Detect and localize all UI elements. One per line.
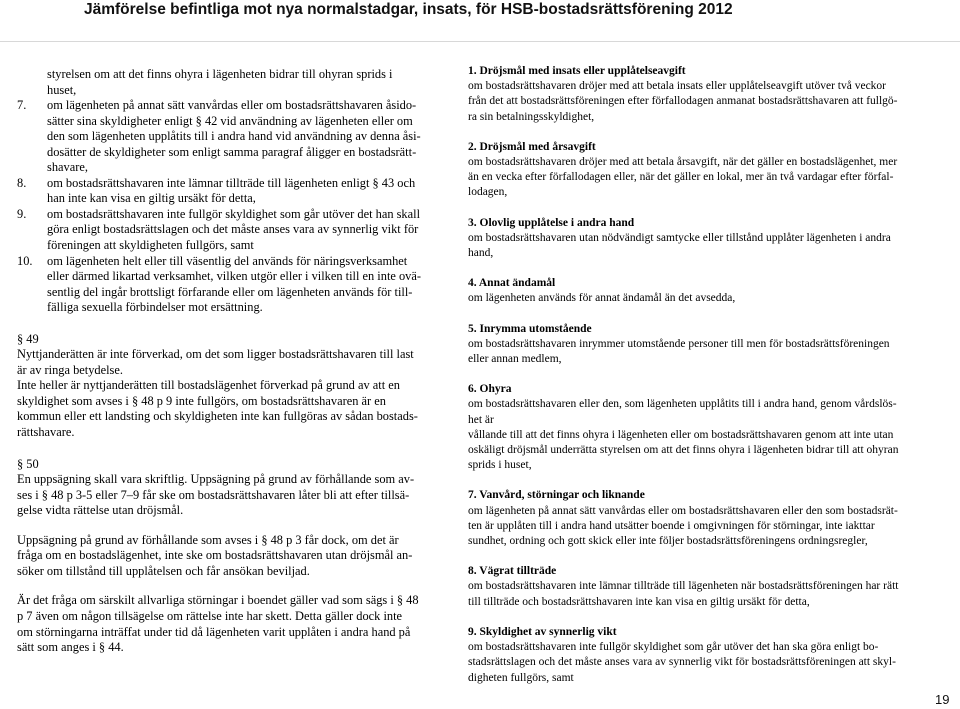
text-line: huset, [47, 82, 77, 97]
text-line: eller därmed likartad verksamhet, vilken utgör eller i vilken till en inte ovä- [47, 269, 421, 284]
text-line: styrelsen om att det finns ohyra i lägenheten bidrar till ohyran sprids i [47, 67, 393, 81]
left-column-old-bylaws [17, 67, 453, 656]
right-column-new-bylaws [468, 64, 946, 686]
text-line: om lägenheten helt eller till väsentlig del används för näringsverksamhet [47, 253, 408, 268]
item-heading: 1. Dröjsmål med insats eller upplåtelseavgift [468, 65, 686, 77]
text-line: sätt som anges i § 44. [17, 640, 124, 655]
text-line: hand, [468, 247, 494, 260]
text-line: om bostadsrättshavaren inte lämnar tillträde till lägenheten enligt § 43 och [47, 175, 416, 190]
text-line: göra enligt bostadsrättslagen och det måste anses vara av synnerlig vikt för [47, 222, 419, 237]
text-line: är av ringa betydelse. [17, 362, 123, 377]
text-line: den som lägenheten upplåtits till i andra hand vid användning av denna åsi- [47, 129, 421, 144]
text-line: om lägenheten används för annat ändamål än det avsedda, [468, 292, 736, 305]
text-line: Inte heller är nyttjanderätten till bostadslägenhet förverkad på grund av att en [17, 378, 400, 393]
list-item [17, 254, 453, 316]
item-heading: 2. Dröjsmål med årsavgift [468, 140, 596, 153]
text-line: Uppsägning på grund av förhållande som avses i § 48 p 3 får dock, om det är [17, 532, 399, 547]
text-line: ten är upplåten till i andra hand utsätter boende i omgivningen för störningar, inte iakttar [468, 519, 875, 532]
text-line: om bostadsrättshavaren eller den, som lägenheten upplåtits till i andra hand, genom vårdslös- [468, 398, 897, 411]
text-line: sentlig del ingår brottsligt förfarande eller om lägenheten används för till- [47, 284, 413, 299]
item-number: 10. [17, 253, 33, 268]
text-line: än en vecka efter förfallodagen eller, när det gäller en lokal, mer än två vardagar efter förfal- [468, 171, 894, 184]
text-line: om bostadsrättshavaren inte fullgör skyldighet som går utöver det han ska göra enligt bo- [468, 641, 879, 654]
text-line: gelse vidta rättelse utan dröjsmål. [17, 503, 184, 518]
text-line: om bostadsrättshavaren dröjer med att betala årsavgift, när det gäller en bostadslägenhet, mer [468, 156, 898, 169]
list-item [17, 176, 453, 207]
text-line: stadsrättslagen och det måste anses vara av synnerlig vikt för bostadsrättsföreningen att skyl- [468, 656, 896, 669]
text-line: sundhet, ordning och gott skick eller inte följer bostadsrättsföreningens ordningsregler, [468, 535, 868, 548]
text-line: het är [468, 413, 494, 426]
item-heading: 7. Vanvård, störningar och liknande [468, 489, 645, 502]
text-line: ra sin betalningsskyldighet, [468, 110, 595, 123]
text-line: rättshavare. [17, 425, 75, 440]
text-line: om lägenheten på annat sätt vanvårdas eller om bostadsrättshavaren åsido- [47, 98, 417, 113]
text-line: fråga om en bostadslägenhet, inte ske om bostadsrättshavaren utan dröjsmål an- [17, 548, 413, 563]
text-line: om bostadsrättshavaren inrymmer utomstående personer till men för bostadsrättsföreningen [468, 337, 890, 350]
item-heading: 8. Vägrat tillträde [468, 565, 557, 578]
item-number: 7. [17, 98, 27, 113]
page-title: Jämförelse befintliga mot nya normalstadgar, insats, för HSB-bostadsrättsförening 2012 [84, 1, 733, 18]
text-line: skyldighet som avses i § 48 p 9 inte fullgörs, om bostadsrättshavaren är en [17, 393, 386, 408]
text-line: ses i § 48 p 3-5 eller 7–9 får ske om bostadsrättshavaren låter bli att efter tillsä- [17, 487, 410, 502]
text-line: sprids i huset, [468, 459, 532, 472]
text-line: om bostadsrättshavaren dröjer med att betala insats eller upplåtelseavgift utöver två veckor [468, 80, 887, 93]
text-line: kommun eller ett landsting och skyldigheten inte kan fullgöras av sådan bostads- [17, 409, 418, 424]
text-line: om bostadsrättshavaren utan nödvändigt samtycke eller tillstånd upplåter lägenheten i andra [468, 231, 891, 244]
text-line: om störningarna inträffat under tid då lägenheten varit upplåten i andra hand på [17, 624, 411, 639]
text-line: om bostadsrättshavaren inte lämnar tillträde till lägenheten när bostadsrättsföreningen har rätt [468, 580, 899, 593]
text-line: från det att bostadsrättsföreningen efter förfallodagen anmanat bostadsrättshavaren att fullgö- [468, 95, 898, 108]
text-line: fälliga sexuella förbindelser mot ersättning. [47, 300, 263, 315]
text-line: Är det fråga om särskilt allvarliga störningar i boendet gäller vad som sägs i § 48 [17, 593, 419, 608]
text-line: oskäligt dröjsmål underrätta styrelsen om att det finns ohyra i lägenheten bidrar till att ohyran [468, 444, 899, 457]
item-number: 9. [17, 206, 27, 221]
text-line: om bostadsrättshavaren inte fullgör skyldighet som går utöver det han skall [47, 206, 421, 221]
text-line: vållande till att det finns ohyra i lägenheten eller om bostadsrättshavaren genom att inte utan [468, 428, 894, 441]
text-line: digheten fullgörs, samt [468, 671, 574, 684]
text-line: Nyttjanderätten är inte förverkad, om det som ligger bostadsrättshavaren till last [17, 347, 414, 362]
text-line: lodagen, [468, 186, 508, 199]
item-heading: 5. Inrymma utomstående [468, 322, 592, 335]
list-item [17, 207, 453, 254]
section-heading: § 50 [17, 456, 39, 471]
text-line: till tillträde och bostadsrättshavaren inte kan visa en giltig ursäkt för detta, [468, 595, 810, 608]
text-line: sätter sina skyldigheter enligt § 42 vid användning av lägenheten eller om [47, 113, 413, 128]
text-line: En uppsägning skall vara skriftlig. Uppsägning på grund av förhållande som av- [17, 472, 415, 487]
text-line: söker om tillstånd till upplåtelsen och får ansökan beviljad. [17, 563, 310, 578]
text-line: han inte kan visa en giltig ursäkt för detta, [47, 191, 256, 206]
page-number: 19 [935, 692, 950, 707]
section-heading: § 49 [17, 331, 39, 346]
header-divider [0, 41, 960, 42]
item-heading: 9. Skyldighet av synnerlig vikt [468, 625, 617, 638]
item-heading: 4. Annat ändamål [468, 277, 556, 290]
text-line: eller annan medlem, [468, 353, 562, 366]
text-line: om lägenheten på annat sätt vanvårdas eller om bostadsrättshavaren eller den som bostadsrät- [468, 504, 898, 517]
item-heading: 6. Ohyra [468, 383, 512, 396]
item-heading: 3. Olovlig upplåtelse i andra hand [468, 216, 635, 229]
item-number: 8. [17, 175, 27, 190]
text-line: dosätter de skyldigheter som enligt samma paragraf åligger en bostadsrätt- [47, 144, 417, 159]
text-line: föreningen att skyldigheten fullgörs, samt [47, 238, 254, 253]
text-line: shavare, [47, 160, 88, 175]
list-item [17, 98, 453, 176]
text-line: p 7 även om någon tillsägelse om rättelse inte har skett. Detta gäller dock inte [17, 608, 403, 623]
